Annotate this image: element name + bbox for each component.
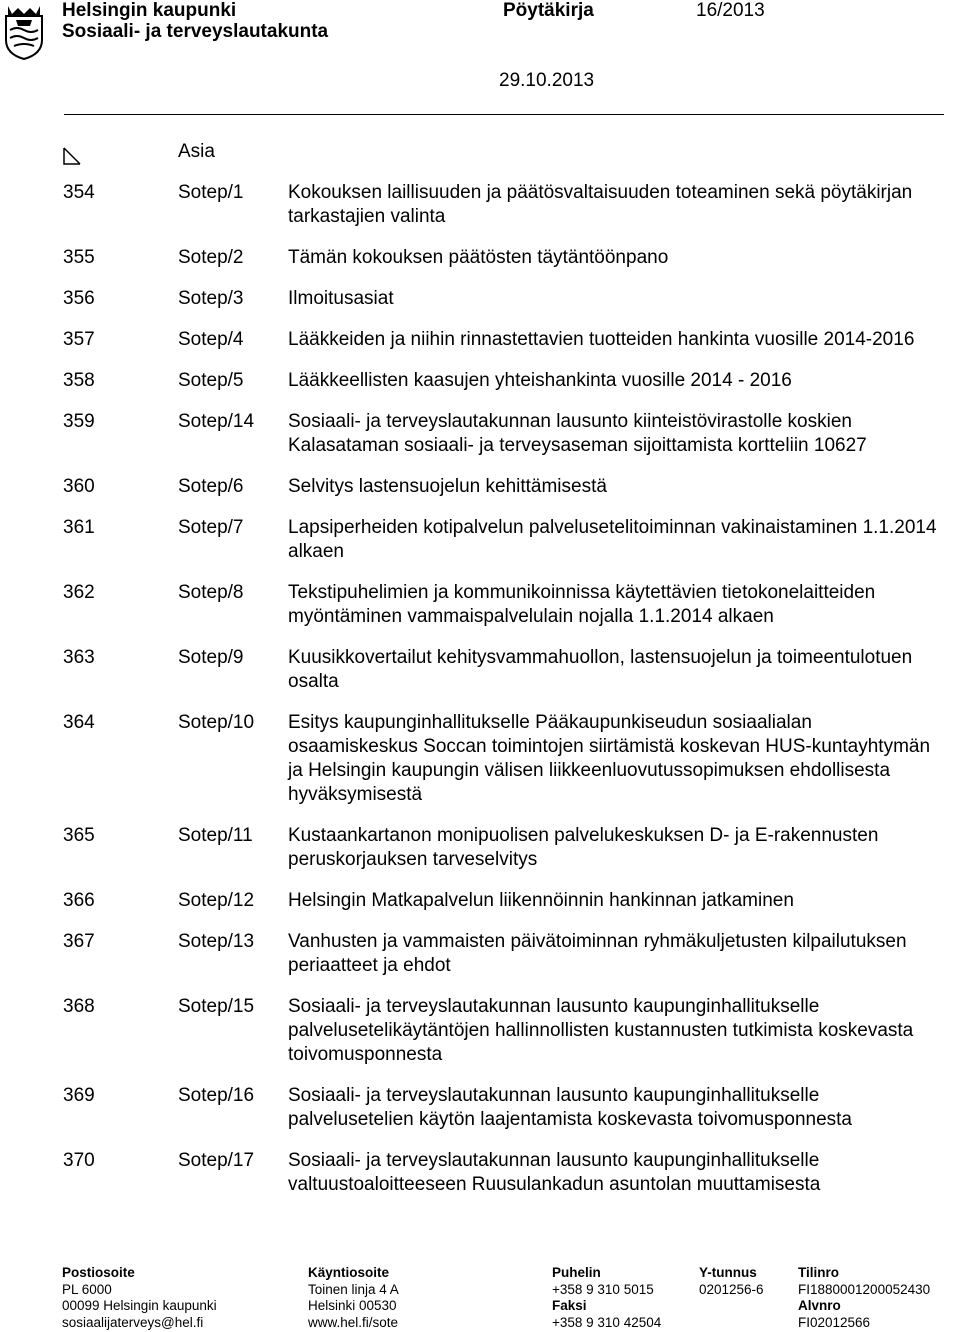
agenda-item — [63, 581, 943, 629]
footer-value: PL 6000 — [62, 1281, 112, 1297]
item-number: 356 — [63, 288, 95, 309]
item-code: Sotep/11 — [178, 825, 253, 846]
item-title: Sosiaali- ja terveyslautakunnan lausunto kaupunginhallitukselle valtuustoaloitteeseen Ruusulankadun asuntolan muuttamisesta — [288, 1150, 821, 1195]
agenda-item — [63, 1149, 943, 1197]
corner-mark-icon — [62, 146, 82, 166]
item-title: Ilmoitusasiat — [288, 288, 394, 309]
footer-website-link[interactable]: www.hel.fi/sote — [308, 1314, 399, 1330]
footer-business-id — [699, 1265, 764, 1298]
footer-visiting-address — [308, 1265, 399, 1331]
subject-heading-row — [56, 140, 936, 168]
agenda-item — [63, 646, 943, 694]
footer-value: +358 9 310 42504 — [552, 1314, 662, 1330]
item-number: 363 — [63, 647, 95, 668]
item-number: 355 — [63, 247, 95, 268]
footer-email-link[interactable]: sosiaalijaterveys@hel.fi — [62, 1314, 204, 1330]
footer-value: 00099 Helsingin kaupunki — [62, 1298, 217, 1313]
document-number: 16/2013 — [696, 0, 765, 21]
agenda-item — [63, 410, 943, 458]
item-code: Sotep/12 — [178, 890, 255, 911]
item-number: 354 — [63, 182, 95, 203]
meeting-date: 29.10.2013 — [499, 70, 595, 91]
item-code: Sotep/6 — [178, 476, 244, 497]
item-title: Sosiaali- ja terveyslautakunnan lausunto kaupunginhallitukselle palvelusetelien käytön laajentamista koskevasta toivomusponnesta — [288, 1085, 852, 1130]
page-header — [0, 0, 960, 118]
org-name: Helsingin kaupunki — [62, 0, 237, 21]
footer-value: +358 9 310 5015 — [552, 1281, 654, 1297]
item-title: Kokouksen laillisuuden ja päätösvaltaisuuden toteaminen sekä pöytäkirjan tarkastajien valinta — [288, 182, 913, 227]
item-code: Sotep/7 — [178, 517, 244, 538]
item-code: Sotep/17 — [178, 1150, 255, 1171]
item-number: 365 — [63, 825, 95, 846]
item-number: 358 — [63, 370, 95, 391]
agenda-item — [63, 181, 943, 229]
item-title: Esitys kaupunginhallitukselle Pääkaupunkiseudun sosiaalialan osaamiskeskus Soccan toimintojen siirtämistä koskevan HUS-kuntayhtymän ja Helsingin kaupungin välisen liikkeenluovutussopimuksen ehdollisesta hyväksymisestä — [288, 712, 931, 805]
item-code: Sotep/15 — [178, 996, 255, 1017]
agenda-item — [63, 369, 943, 393]
item-title: Vanhusten ja vammaisten päivätoiminnan ryhmäkuljetusten kilpailutuksen periaatteet ja ehdot — [288, 931, 907, 976]
item-title: Selvitys lastensuojelun kehittämisestä — [288, 476, 607, 497]
item-title: Kuusikkovertailut kehitysvammahuollon, lastensuojelun ja toimeentulotuen osalta — [288, 647, 913, 692]
item-number: 360 — [63, 476, 95, 497]
item-title: Lääkkeiden ja niihin rinnastettavien tuotteiden hankinta vuosille 2014-2016 — [288, 329, 915, 350]
footer-value: Toinen linja 4 A — [308, 1281, 399, 1297]
item-number: 364 — [63, 712, 95, 733]
committee-name: Sosiaali- ja terveyslautakunta — [62, 21, 329, 42]
item-title: Kustaankartanon monipuolisen palvelukeskuksen D- ja E-rakennusten peruskorjauksen tarveselvitys — [288, 825, 879, 870]
footer-label: Faksi — [552, 1298, 587, 1313]
agenda-item — [63, 711, 943, 807]
item-title: Tekstipuhelimien ja kommunikoinnissa käytettävien tietokonelaitteiden myöntäminen vammaispalvelulain nojalla 1.1.2014 alkaen — [288, 582, 876, 627]
item-number: 370 — [63, 1150, 95, 1171]
footer-postal-address — [62, 1265, 217, 1331]
item-number: 362 — [63, 582, 95, 603]
footer-label: Puhelin — [552, 1265, 601, 1280]
agenda-item — [63, 824, 943, 872]
footer-value: FI02012566 — [798, 1314, 871, 1330]
subject-heading: Asia — [178, 141, 215, 162]
item-title: Tämän kokouksen päätösten täytäntöönpano — [288, 247, 669, 268]
footer-label: Postiosoite — [62, 1265, 135, 1280]
agenda-list — [63, 181, 943, 1214]
item-number: 357 — [63, 329, 95, 350]
agenda-item — [63, 930, 943, 978]
item-number: 361 — [63, 517, 95, 538]
footer-label: Käyntiosoite — [308, 1265, 390, 1280]
item-code: Sotep/9 — [178, 647, 244, 668]
item-code: Sotep/3 — [178, 288, 244, 309]
item-code: Sotep/1 — [178, 182, 244, 203]
document-type: Pöytäkirja — [503, 0, 594, 21]
footer-phone — [552, 1265, 661, 1331]
item-code: Sotep/10 — [178, 712, 255, 733]
footer-label: Y-tunnus — [699, 1265, 757, 1280]
item-title: Lapsiperheiden kotipalvelun palvelusetelitoiminnan vakinaistaminen 1.1.2014 alkaen — [288, 517, 937, 562]
item-number: 359 — [63, 411, 95, 432]
agenda-item — [63, 246, 943, 270]
item-title: Lääkkeellisten kaasujen yhteishankinta vuosille 2014 - 2016 — [288, 370, 792, 391]
agenda-item — [63, 995, 943, 1067]
item-number: 367 — [63, 931, 95, 952]
item-number: 368 — [63, 996, 95, 1017]
header-divider — [64, 114, 944, 115]
footer-value: Helsinki 00530 — [308, 1298, 397, 1313]
item-code: Sotep/13 — [178, 931, 255, 952]
item-code: Sotep/2 — [178, 247, 244, 268]
agenda-item — [63, 1084, 943, 1132]
agenda-item — [63, 475, 943, 499]
item-code: Sotep/4 — [178, 329, 244, 350]
footer-label: Tilinro — [798, 1265, 840, 1280]
agenda-item — [63, 287, 943, 311]
footer-value: FI1880001200052430 — [798, 1281, 931, 1297]
item-title: Sosiaali- ja terveyslautakunnan lausunto kiinteistövirastolle koskien Kalasataman sosiaali- ja terveysaseman sijoittamista kortteliin 10627 — [288, 411, 867, 456]
agenda-item — [63, 889, 943, 913]
item-number: 366 — [63, 890, 95, 911]
item-code: Sotep/16 — [178, 1085, 255, 1106]
item-code: Sotep/5 — [178, 370, 244, 391]
helsinki-crest-icon — [2, 2, 46, 60]
item-code: Sotep/14 — [178, 411, 255, 432]
agenda-item — [63, 328, 943, 352]
footer-label: Alvnro — [798, 1298, 841, 1313]
footer-value: 0201256-6 — [699, 1281, 764, 1297]
item-title: Sosiaali- ja terveyslautakunnan lausunto kaupunginhallitukselle palvelusetelikäytäntöjen hallinnollisten kustannusten tutkimista koskevasta toivomusponnesta — [288, 996, 914, 1065]
agenda-item — [63, 516, 943, 564]
item-code: Sotep/8 — [178, 582, 244, 603]
footer-account — [798, 1265, 930, 1331]
item-title: Helsingin Matkapalvelun liikennöinnin hankinnan jatkaminen — [288, 890, 794, 911]
item-number: 369 — [63, 1085, 95, 1106]
